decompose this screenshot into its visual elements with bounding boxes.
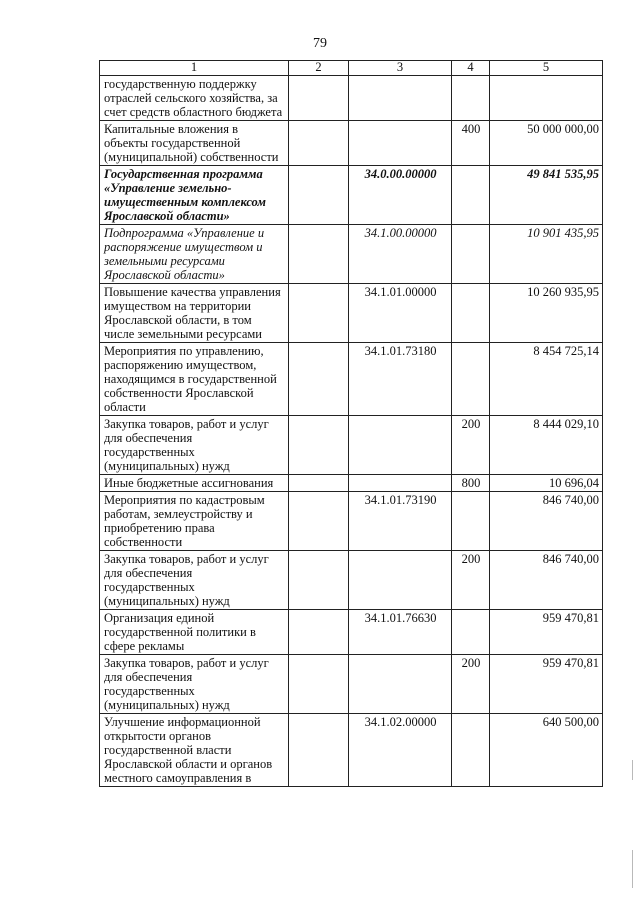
row-name: Иные бюджетные ассигнования bbox=[100, 475, 289, 492]
row-amount: 846 740,00 bbox=[490, 551, 603, 610]
row-type: 200 bbox=[452, 416, 490, 475]
table-row bbox=[100, 121, 603, 166]
row-code: 34.1.01.00000 bbox=[349, 284, 452, 343]
row-type bbox=[452, 492, 490, 551]
row-name: Организация единой государственной политики в сфере рекламы bbox=[100, 610, 289, 655]
row-amount bbox=[490, 76, 603, 121]
column-header: 2 bbox=[289, 61, 349, 76]
row-amount: 8 444 029,10 bbox=[490, 416, 603, 475]
row-col2 bbox=[289, 475, 349, 492]
row-type bbox=[452, 225, 490, 284]
row-type bbox=[452, 76, 490, 121]
row-name: Мероприятия по управлению, распоряжению имуществом, находящимся в государственной собственности Ярославской области bbox=[100, 343, 289, 416]
row-type bbox=[452, 166, 490, 225]
column-header: 3 bbox=[349, 61, 452, 76]
row-amount: 8 454 725,14 bbox=[490, 343, 603, 416]
row-name: Улучшение информационной открытости органов государственной власти Ярославской области и органов местного самоуправления в bbox=[100, 714, 289, 787]
table-body bbox=[100, 76, 603, 787]
row-amount: 49 841 535,95 bbox=[490, 166, 603, 225]
row-col2 bbox=[289, 166, 349, 225]
table-row bbox=[100, 610, 603, 655]
row-type: 400 bbox=[452, 121, 490, 166]
row-code: 34.1.01.73180 bbox=[349, 343, 452, 416]
row-col2 bbox=[289, 343, 349, 416]
table-row bbox=[100, 343, 603, 416]
row-type bbox=[452, 610, 490, 655]
row-code: 34.1.02.00000 bbox=[349, 714, 452, 787]
row-type: 200 bbox=[452, 655, 490, 714]
row-name: Капитальные вложения в объекты государственной (муниципальной) собственности bbox=[100, 121, 289, 166]
table-row bbox=[100, 492, 603, 551]
row-name: государственную поддержку отраслей сельского хозяйства, за счет средств областного бюджета bbox=[100, 76, 289, 121]
row-name: Повышение качества управления имуществом на территории Ярославской области, в том числе земельными ресурсами bbox=[100, 284, 289, 343]
row-code: 34.0.00.00000 bbox=[349, 166, 452, 225]
table-row bbox=[100, 76, 603, 121]
row-code bbox=[349, 475, 452, 492]
row-amount: 959 470,81 bbox=[490, 610, 603, 655]
row-name: Государственная программа «Управление земельно-имущественным комплексом Ярославской области» bbox=[100, 166, 289, 225]
row-col2 bbox=[289, 416, 349, 475]
row-amount: 959 470,81 bbox=[490, 655, 603, 714]
row-amount: 10 696,04 bbox=[490, 475, 603, 492]
row-code: 34.1.00.00000 bbox=[349, 225, 452, 284]
row-col2 bbox=[289, 551, 349, 610]
page-number: 79 bbox=[313, 36, 327, 51]
row-col2 bbox=[289, 610, 349, 655]
scan-edge-mark bbox=[632, 850, 633, 888]
budget-table bbox=[99, 60, 603, 787]
row-type bbox=[452, 714, 490, 787]
row-amount: 846 740,00 bbox=[490, 492, 603, 551]
row-type bbox=[452, 343, 490, 416]
row-type: 200 bbox=[452, 551, 490, 610]
table-row bbox=[100, 655, 603, 714]
table-row bbox=[100, 416, 603, 475]
row-name: Подпрограмма «Управление и распоряжение имуществом и земельными ресурсами Ярославской области» bbox=[100, 225, 289, 284]
row-code bbox=[349, 121, 452, 166]
table-row bbox=[100, 714, 603, 787]
column-header: 1 bbox=[100, 61, 289, 76]
row-type bbox=[452, 284, 490, 343]
row-type: 800 bbox=[452, 475, 490, 492]
row-col2 bbox=[289, 655, 349, 714]
row-code bbox=[349, 76, 452, 121]
row-amount: 10 260 935,95 bbox=[490, 284, 603, 343]
row-name: Закупка товаров, работ и услуг для обеспечения государственных (муниципальных) нужд bbox=[100, 655, 289, 714]
table-row bbox=[100, 166, 603, 225]
row-col2 bbox=[289, 76, 349, 121]
table-row bbox=[100, 225, 603, 284]
column-header: 5 bbox=[490, 61, 603, 76]
row-col2 bbox=[289, 492, 349, 551]
row-name: Мероприятия по кадастровым работам, землеустройству и приобретению права собственности bbox=[100, 492, 289, 551]
row-code: 34.1.01.73190 bbox=[349, 492, 452, 551]
header-row bbox=[100, 61, 603, 76]
table-row bbox=[100, 551, 603, 610]
row-col2 bbox=[289, 225, 349, 284]
row-col2 bbox=[289, 284, 349, 343]
row-col2 bbox=[289, 714, 349, 787]
row-code bbox=[349, 655, 452, 714]
row-col2 bbox=[289, 121, 349, 166]
row-name: Закупка товаров, работ и услуг для обеспечения государственных (муниципальных) нужд bbox=[100, 551, 289, 610]
row-code bbox=[349, 416, 452, 475]
column-header: 4 bbox=[452, 61, 490, 76]
table-row bbox=[100, 475, 603, 492]
table-row bbox=[100, 284, 603, 343]
row-name: Закупка товаров, работ и услуг для обеспечения государственных (муниципальных) нужд bbox=[100, 416, 289, 475]
row-amount: 50 000 000,00 bbox=[490, 121, 603, 166]
row-amount: 10 901 435,95 bbox=[490, 225, 603, 284]
row-code bbox=[349, 551, 452, 610]
scan-edge-mark bbox=[632, 760, 633, 780]
row-code: 34.1.01.76630 bbox=[349, 610, 452, 655]
row-amount: 640 500,00 bbox=[490, 714, 603, 787]
